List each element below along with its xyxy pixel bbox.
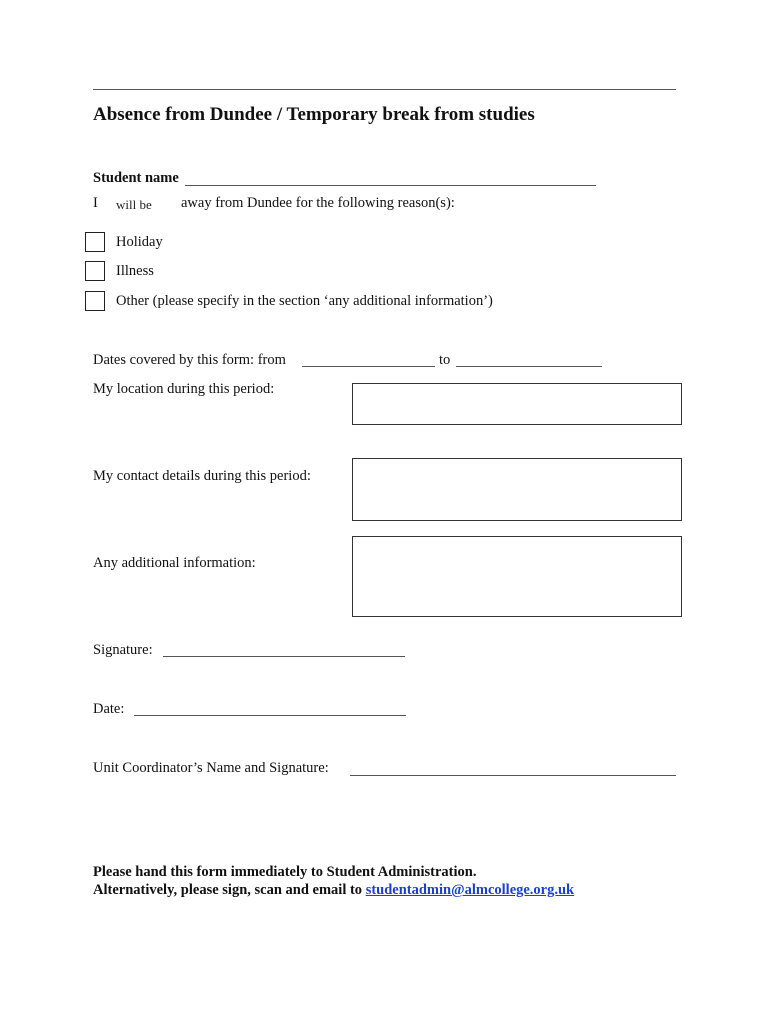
contact-field[interactable] [352, 458, 682, 521]
signature-field[interactable] [163, 656, 405, 657]
footer-email-prefix: Alternatively, please sign, scan and email to [93, 882, 363, 898]
footer-instruction: Please hand this form immediately to Student Administration. [93, 864, 477, 880]
student-name-label: Student name [93, 170, 179, 186]
illness-checkbox[interactable] [85, 261, 105, 281]
signature-label: Signature: [93, 642, 153, 658]
other-checkbox[interactable] [85, 291, 105, 311]
date-label: Date: [93, 701, 125, 717]
footer-email-line [93, 882, 574, 899]
date-to-field[interactable] [456, 366, 602, 367]
will-be-field[interactable]: will be [116, 197, 152, 212]
email-link[interactable]: studentadmin@almcollege.org.uk [365, 882, 575, 898]
dates-label: Dates covered by this form: from [93, 352, 286, 368]
date-field[interactable] [134, 715, 406, 716]
location-label: My location during this period: [93, 381, 275, 397]
student-name-field[interactable] [185, 185, 596, 186]
other-label: Other (please specify in the section ‘any additional information’) [116, 293, 493, 309]
additional-info-label: Any additional information: [93, 555, 256, 571]
coordinator-field[interactable] [350, 775, 676, 776]
i-label: I [93, 195, 98, 211]
date-from-field[interactable] [302, 366, 435, 367]
location-field[interactable] [352, 383, 682, 425]
dates-to-label: to [439, 352, 451, 368]
holiday-checkbox[interactable] [85, 232, 105, 252]
contact-label: My contact details during this period: [93, 468, 311, 484]
away-text: away from Dundee for the following reason(s): [181, 195, 455, 211]
top-rule [93, 89, 676, 90]
illness-label: Illness [116, 263, 154, 279]
coordinator-label: Unit Coordinator’s Name and Signature: [93, 760, 329, 776]
holiday-label: Holiday [116, 234, 163, 250]
page-title: Absence from Dundee / Temporary break from studies [93, 104, 535, 125]
additional-info-field[interactable] [352, 536, 682, 617]
